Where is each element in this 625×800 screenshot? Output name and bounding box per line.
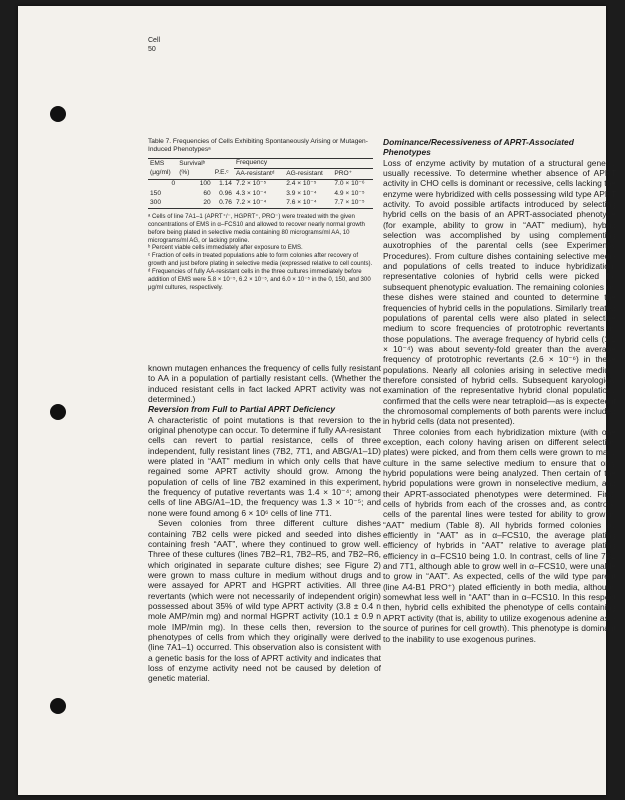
paragraph: Three colonies from each hybridization mixture (with one exception, each colony having arisen on different selection plates) were picked, and from them cells were grown to mass culture in the same selective medium to ensure that only hybrid populations were being analyzed. Then certain of the hybrid populations were grown in nonselective medium, and their APRT-associated phenotypes were determined. First, cells of hybrids from each of the crosses and, as controls, cells of the parental lines were tested for ability to grow in “AAT” medium (Table 8). All hybrids formed colonies as efficiently in “AAT” as in α–FCS10, the average plating efficiency of hybrids in “AAT” relative to average plating efficiency in α–FCS10 being 1.0. In contrast, cells of line 7B2 and 7T1, although able to grow well in α–FCS10, were unable to grow in “AAT”. As expected, cells of the wild type parent (line A4-B1 PRO⁺) plated efficiently in both media, although somewhat less well in “AAT” than in α–FCS10. In this respect then, hybrid cells exhibited the phenotype of cells containing APRT activity (that is, ability to utilize exogenous adenine as a source of purines for cell growth). This phenotype is dominant to the inability to use exogenous purines. — [383, 426, 616, 644]
binder-hole — [50, 698, 66, 714]
footnote: ᵇ Percent viable cells immediately after exposure to EMS. — [148, 244, 303, 252]
cell-ag: 7.6 × 10⁻⁴ — [286, 198, 317, 206]
cell-pro: 4.9 × 10⁻⁵ — [334, 189, 365, 197]
footnote: ᵃ Cells of line 7A1–1 (APRT⁺/⁻, HGPRT⁺, PRO⁻) were treated with the given concentrations of EMS in α–FCS10 and allowed to recover nearly normal growth before being plated in selective media containing 80 micrograms/ml AA, 10 micrograms/ml AG, or lacking proline. — [148, 212, 365, 244]
binder-hole — [50, 106, 66, 122]
left-column — [148, 363, 381, 684]
cell-pe: 1.14 — [219, 180, 232, 188]
running-head — [148, 36, 160, 54]
cell-ems: 150 — [150, 189, 162, 197]
paragraph: Seven colonies from three different culture dishes containing 7B2 cells were picked and seeded into dishes containing fresh “AAT”, where they continued to grow well. Three of these cultures (lines 7B2–R1, 7B2–R5, and 7B2–R6, which originated in separate culture dishes; see Figure 2) were grown to mass culture in medium without drugs and were assayed for APRT and HGPRT activities. All three revertants (which were not necessarily of independent origin) possessed about 35% of wild type APRT activity (3.8 ± 0.4 n mole AMP/min mg) and normal HGPRT activity (10.1 ± 0.9 n mole IMP/min mg). In these cells then, reversion to the phenotypes of cells from which they originally were derived (line 7A1–1) occurred. This observation also is consistent with a genetic basis for the loss of APRT activity and indicates that loss of enzyme activity need not be caused by deletion of genetic material. — [148, 518, 381, 684]
cell-aa: 7.2 × 10⁻⁴ — [235, 198, 267, 206]
paragraph: Loss of enzyme activity by mutation of a structural gene is usually recessive. To determine whether absence of APRT activity in CHO cells is dominant or recessive, cells lacking the enzyme were hybridized with cells possessing wild type APRT activity. To avoid possible artifacts introduced by selecting hybrid cells on the basis of an APRT-associated phenotype (for example, ability to grow in “AAT” medium), hybrid selection was accomplished by using complementing auxotrophies of the parental cells (see Experimental Procedures). From culture dishes containing selective media and populations of cells treated to induce hybridization, representative colonies of hybrid cells were picked for subsequent phenotypic evaluation. The remaining colonies on these dishes were stained and counted to determine the frequencies of hybrid cells in the populations. Similarly treated populations of parental cells were also plated in selective medium to score frequencies of prototrophic revertants in those populations. The average frequency of hybrid cells (1.9 × 10⁻⁴) was about seventy-fold greater than the average frequency of prototrophic revertants (2.6 × 10⁻⁶) in these populations. Nearly all colonies arising in selective medium therefore consisted of hybrid cells. Subsequent karyological examination of the representative hybrid clonal populations confirmed that the cells were near tetraploid—as is expected if the chromosomal complements of both parents were included in hybrid cells (data not presented). — [383, 157, 616, 427]
right-column — [383, 137, 616, 644]
binder-hole — [50, 404, 66, 420]
col-frequency: Frequency — [234, 159, 373, 169]
cell-ag: 2.4 × 10⁻⁵ — [286, 180, 317, 188]
cell-pe: 0.76 — [219, 198, 232, 206]
table-caption: Table 7. Frequencies of Cells Exhibiting Spontaneously Arising or Mutagen-Induced Phenotypesᵃ — [148, 138, 368, 154]
section-heading: Dominance/Recessiveness of APRT-Associated Phenotypes — [383, 137, 574, 158]
cell-survival: 100 — [199, 180, 211, 188]
cell-ems: 300 — [150, 198, 162, 206]
table-row — [148, 179, 373, 189]
page-number: 50 — [148, 46, 156, 53]
col-survival: Survivalᵇ — [179, 159, 206, 167]
col-ems: EMS — [150, 159, 165, 167]
paragraph: known mutagen enhances the frequency of cells fully resistant to AA in a population of partially resistant cells. (Whether the induced resistant cells in fact lacked APRT activity was not determined.) — [148, 363, 381, 405]
section-heading: Reversion from Full to Partial APRT Deficiency — [148, 404, 336, 415]
table-footnotes — [148, 213, 373, 292]
cell-aa: 4.3 × 10⁻⁴ — [235, 189, 267, 197]
col-ag: AG-resistant — [286, 169, 323, 177]
footnote: ᵈ Frequencies of fully AA-resistant cells in the three cultures immediately before addition of EMS were 5.8 × 10⁻⁵, 6.2 × 10⁻⁵, and 6.0 × 10⁻⁵ in the 0, 150, and 300 μg/ml cultures, respectively. — [148, 268, 371, 291]
cell-ems: 0 — [171, 180, 176, 188]
cell-survival: 60 — [203, 189, 211, 197]
scanned-page — [18, 6, 616, 795]
table-header-row — [148, 159, 373, 169]
col-pro: PRO⁺ — [334, 169, 353, 177]
cell-survival: 20 — [203, 198, 211, 206]
col-survival-unit: (%) — [179, 169, 190, 177]
col-aa: AA-resistantᵈ — [235, 169, 275, 177]
cell-aa: 7.2 × 10⁻⁵ — [235, 180, 267, 188]
table-7 — [148, 138, 373, 292]
paragraph: A characteristic of point mutations is that reversion to the original phenotype can occur. To determine if fully AA-resistant cells can revert to partial resistance, cells of three independent, fully resistant lines (7B2, 7T1, and ABG/A1–1D) were plated in “AAT” medium in which only cells that have regained some APRT activity should grow. Among the population of cells of line 7B2 examined in this experiment, the frequency of putative revertants was 1.4 × 10⁻⁴; among cells of line ABG/A1–1D, the frequency was 1.3 × 10⁻⁵; and none were found among 6 × 10⁶ cells of line 7T1. — [148, 414, 381, 518]
col-ems-unit: (μg/ml) — [150, 169, 171, 177]
footnote: ᶜ Fraction of cells in treated populations able to form colonies after recovery of growth and just before plating in selective media (expressed relative to cell counts). — [148, 252, 373, 268]
table-row — [148, 189, 373, 198]
table-row — [148, 198, 373, 208]
journal-name: Cell — [148, 37, 161, 44]
cell-pro: 7.7 × 10⁻⁵ — [334, 198, 365, 206]
table-header-row — [148, 169, 373, 179]
cell-ag: 3.9 × 10⁻⁴ — [286, 189, 317, 197]
cell-pro: 7.0 × 10⁻⁶ — [334, 180, 365, 188]
col-pe: P.E.ᶜ — [214, 169, 229, 177]
cell-pe: 0.96 — [219, 189, 232, 197]
frequency-table — [148, 159, 373, 209]
